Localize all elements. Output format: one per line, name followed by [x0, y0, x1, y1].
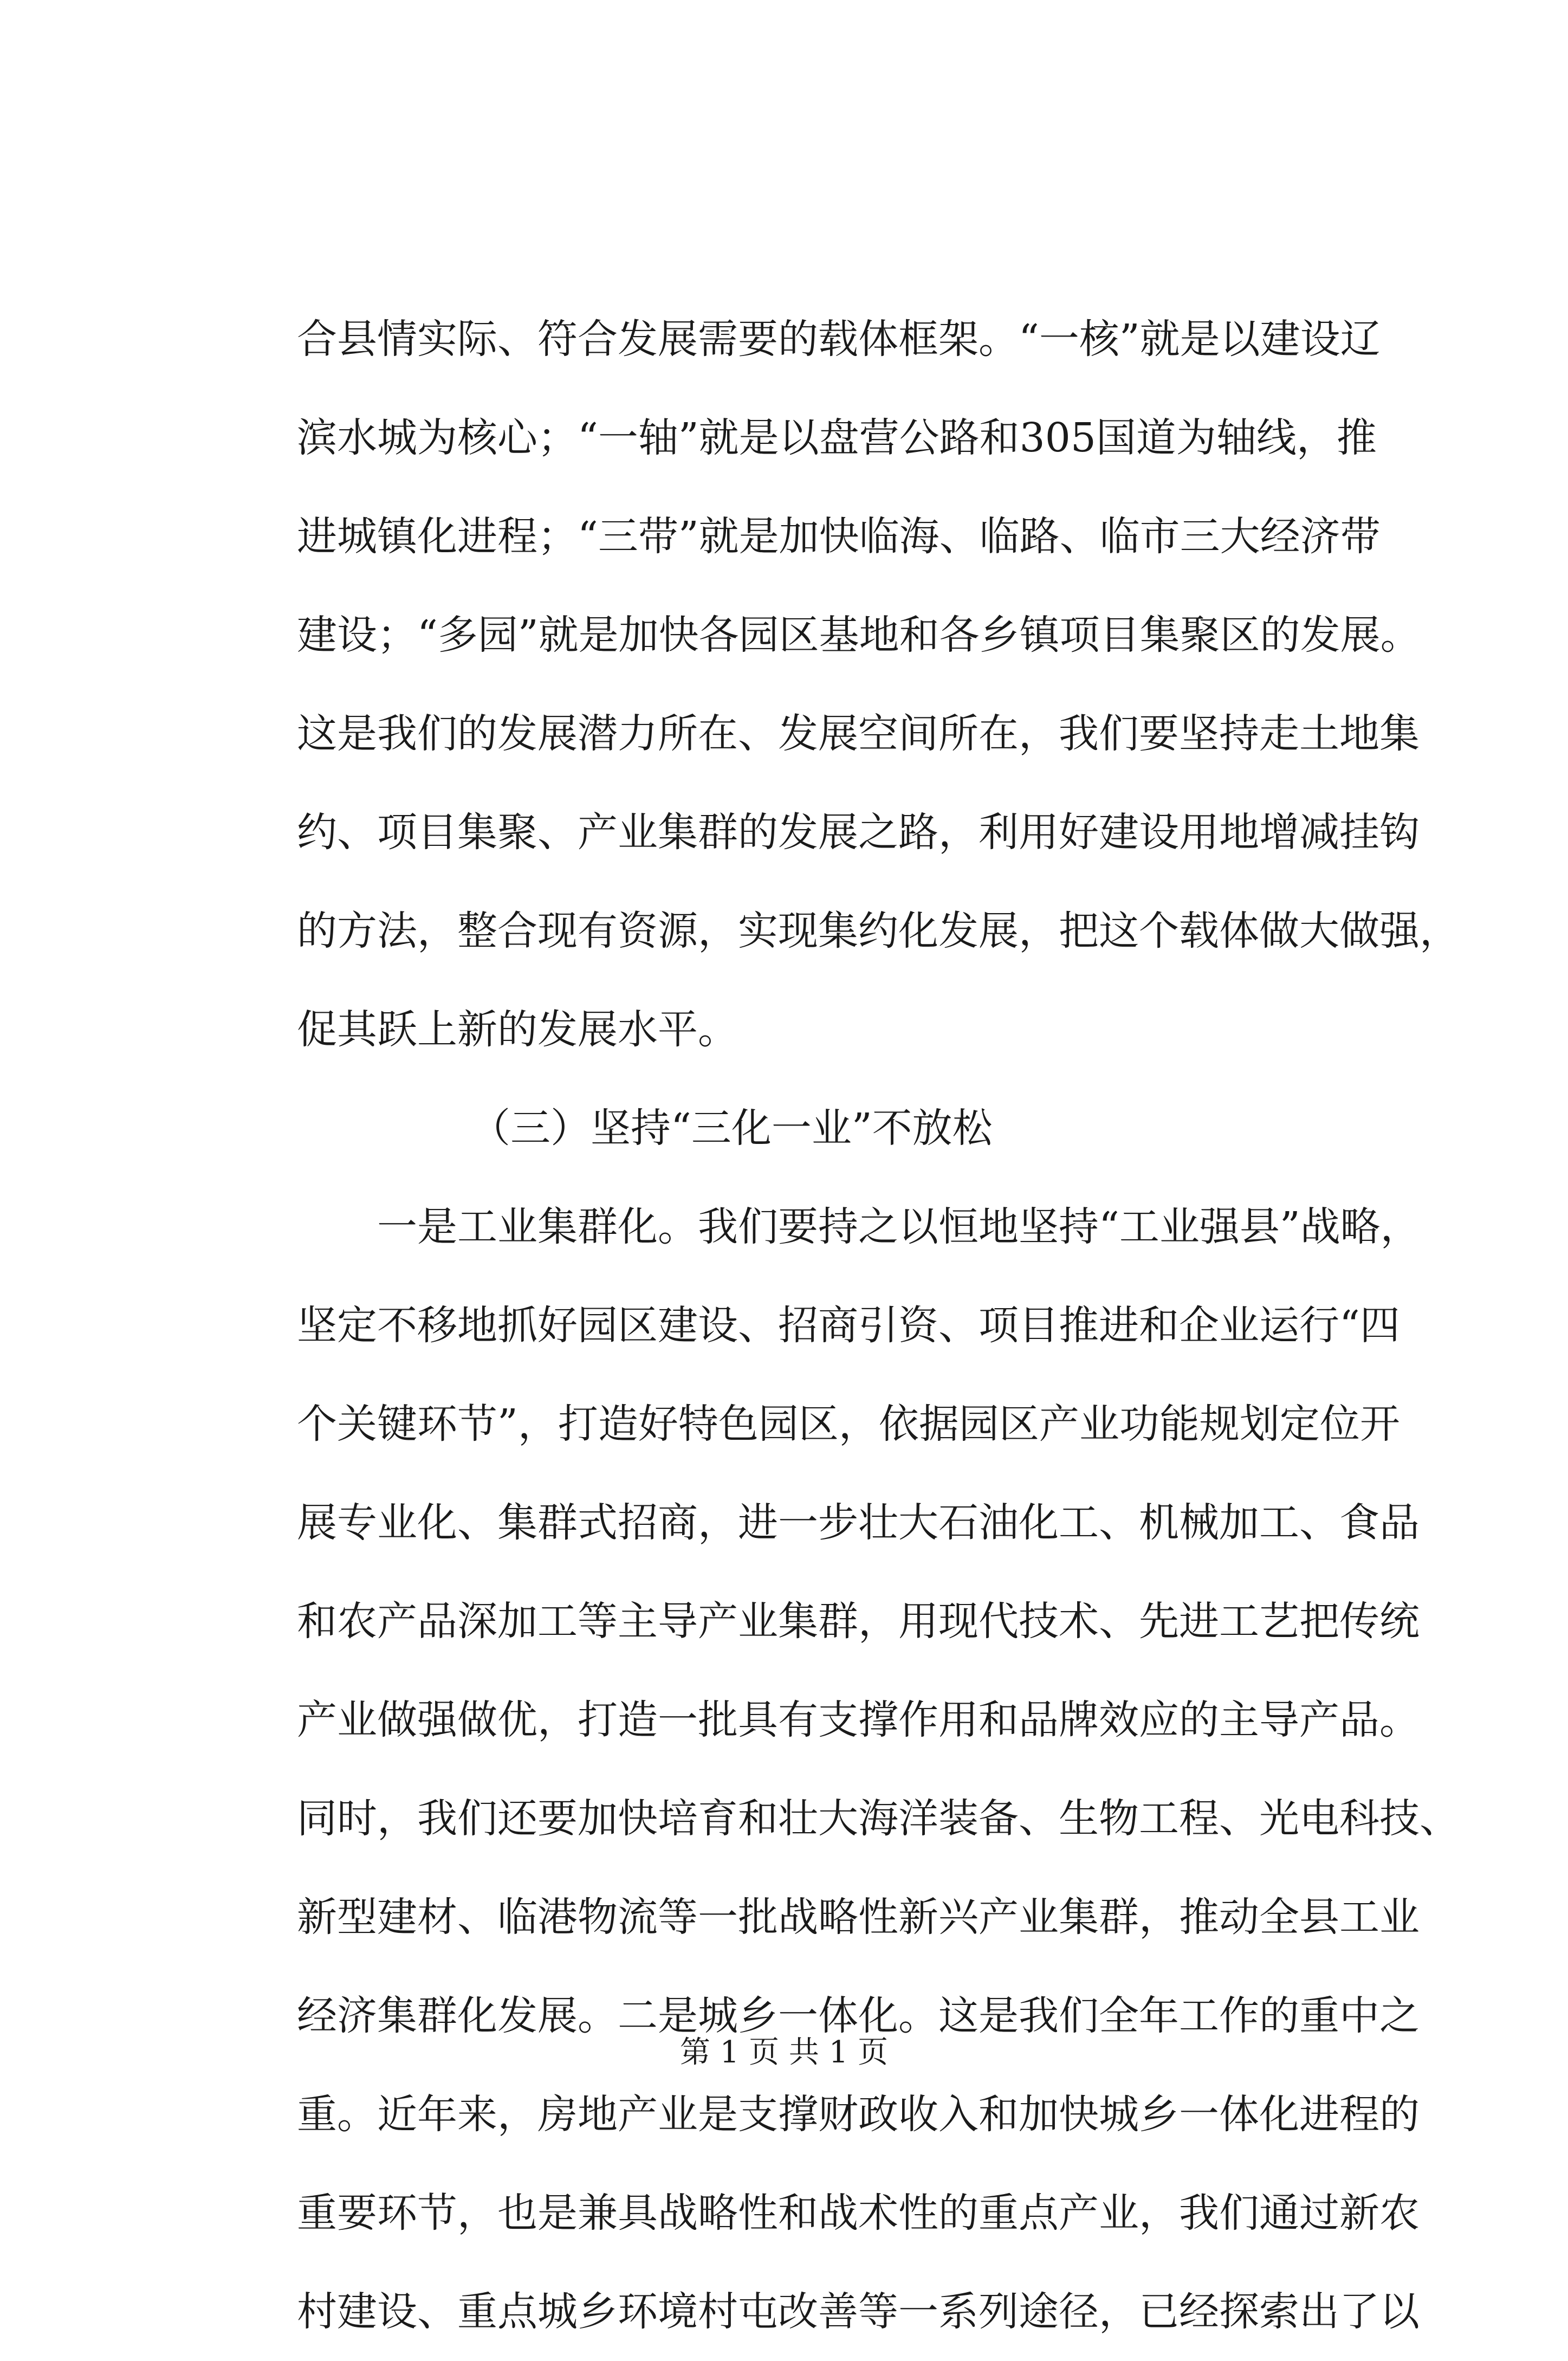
text-line: 的方法，整合现有资源，实现集约化发展，把这个载体做大做强，: [297, 908, 1460, 954]
text-line: 新型建材、临港物流等一批战略性新兴产业集群，推动全县工业: [297, 1894, 1420, 1940]
text-line: 约、项目集聚、产业集群的发展之路，利用好建设用地增减挂钩: [297, 809, 1420, 856]
text-line: 个关键环节”，打造好特色园区，依据园区产业功能规划定位开: [297, 1401, 1400, 1447]
text-line: 进城镇化进程；“三带”就是加快临海、临路、临市三大经济带: [297, 513, 1381, 560]
text-line: 合县情实际、符合发展需要的载体框架。“一核”就是以建设辽: [297, 316, 1381, 363]
text-line: 这是我们的发展潜力所在、发展空间所在，我们要坚持走土地集: [297, 710, 1420, 757]
text-line: 展专业化、集群式招商，进一步壮大石油化工、机械加工、食品: [297, 1499, 1420, 1546]
section-heading: （三）坚持“三化一业”不放松: [470, 1105, 993, 1152]
text-line: 一是工业集群化。我们要持之以恒地坚持“工业强县”战略，: [377, 1204, 1421, 1250]
text-line: 产业做强做优，打造一批具有支撑作用和品牌效应的主导产品。: [297, 1697, 1420, 1743]
text-line: 经济集群化发展。二是城乡一体化。这是我们全年工作的重中之: [297, 1993, 1420, 2039]
text-line: 同时，我们还要加快培育和壮大海洋装备、生物工程、光电科技、: [297, 1795, 1460, 1842]
page-number: 第 1 页 共 1 页: [679, 2035, 889, 2070]
page-footer: [0, 2031, 1568, 2074]
text-line: 重。近年来，房地产业是支撑财政收入和加快城乡一体化进程的: [297, 2091, 1420, 2138]
text-line: 村建设、重点城乡环境村屯改善等一系列途径，已经探索出了以: [297, 2288, 1420, 2335]
text-line: 重要环节，也是兼具战略性和战术性的重点产业，我们通过新农: [297, 2190, 1420, 2236]
text-line: 促其跃上新的发展水平。: [297, 1006, 738, 1053]
text-line: 和农产品深加工等主导产业集群，用现代技术、先进工艺把传统: [297, 1598, 1420, 1645]
text-line: 滨水城为核心；“一轴”就是以盘营公路和305国道为轴线，推: [297, 415, 1377, 461]
text-line: 建设；“多园”就是加快各园区基地和各乡镇项目集聚区的发展。: [297, 612, 1421, 658]
text-line: 坚定不移地抓好园区建设、招商引资、项目推进和企业运行“四: [297, 1302, 1400, 1349]
